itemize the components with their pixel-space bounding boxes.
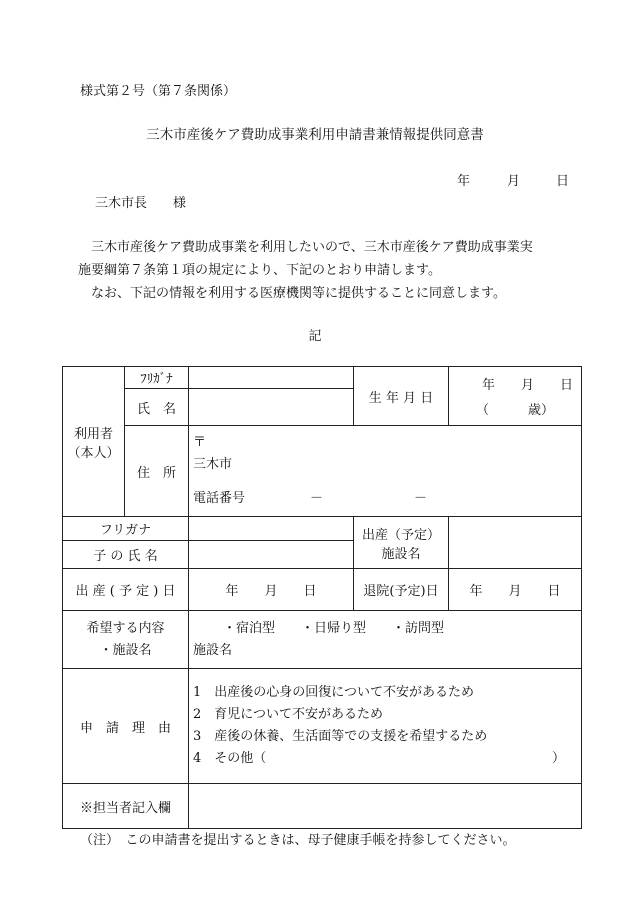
date-month: 月 [507,174,521,189]
child-furigana-label: フリガナ [63,517,189,541]
desired-content-line1: 希望する内容 [86,620,165,636]
desired-content-field[interactable] [189,611,582,669]
address-field[interactable] [189,426,582,517]
birth-facility-line1: 出産（予定） [361,527,440,543]
birth-date-field[interactable]: 年 月 日 [189,569,354,611]
city-text: 三木市 [193,457,233,472]
staff-entry-field[interactable] [189,784,582,829]
discharge-label: 退院(予定)日 [354,569,449,611]
user-label-self: （本人） [67,445,120,461]
facility-name-label: 施設名 [193,642,233,658]
name-field[interactable] [189,389,354,426]
statement-line-3: なお、下記の情報を利用する医療機関等に提供することに同意します。 [91,286,506,301]
date-year: 年 [457,174,471,189]
age-value: （ 歳） [475,403,554,418]
dob-field[interactable] [449,367,582,426]
staff-entry-label: ※担当者記入欄 [63,784,189,829]
postal-mark: 〒 [193,435,207,450]
reason-item[interactable]: 3 産後の休養、生活面等での支援を希望するため [193,729,488,744]
statement-line-1: 三木市産後ケア費助成事業を利用したいので、三木市産後ケア費助成事業実 [91,240,533,255]
user-cell [63,367,125,517]
reason-field[interactable] [189,669,582,784]
reason-label: 申 請 理 由 [63,669,189,784]
document-title: 三木市産後ケア費助成事業利用申請書兼情報提供同意書 [146,127,484,143]
ki-heading: 記 [308,329,322,344]
care-type-options: ・宿泊型 ・日帰り型 ・訪問型 [223,620,445,636]
reason-item[interactable]: 1 出産後の心身の回復について不安があるため [193,685,475,700]
furigana-field[interactable] [189,367,354,389]
birth-facility-field[interactable] [449,517,582,569]
discharge-field[interactable]: 年 月 日 [449,569,582,611]
form-number: 様式第２号（第７条関係） [80,84,237,99]
name-label: 氏 名 [125,389,189,426]
birth-facility-label [354,517,449,569]
addressee: 三木市長 様 [95,196,187,211]
dob-label: 生 年 月 日 [354,367,449,426]
furigana-label: ﾌﾘｶﾞﾅ [125,367,189,389]
dob-value: 年 月 日 [481,378,573,393]
desired-content-line2: ・施設名 [99,642,152,658]
child-furigana-field[interactable] [189,517,354,541]
child-name-field[interactable] [189,541,354,569]
address-label: 住 所 [125,426,189,517]
child-name-label: 子 の 氏 名 [63,541,189,569]
footnote: （注） この申請書を提出するときは、母子健康手帳を持参してください。 [80,833,516,848]
reason-other-text: 4 その他（ [193,751,267,766]
desired-content-label [63,611,189,669]
user-label: 利用者 [73,426,113,442]
application-table [62,366,582,829]
reason-item[interactable]: 2 育児について不安があるため [193,707,384,722]
birth-facility-line2: 施設名 [381,546,421,562]
reason-item-other[interactable] [193,748,577,770]
application-statement [78,236,533,305]
reason-other-close: ） [551,751,565,766]
phone-line: 電話番号 － － [193,491,428,506]
birth-date-label: 出 産 ( 予 定 ) 日 [63,569,189,611]
date-day: 日 [556,174,570,189]
statement-line-2: 施要綱第７条第１項の規定により、下記のとおり申請します。 [78,263,441,278]
